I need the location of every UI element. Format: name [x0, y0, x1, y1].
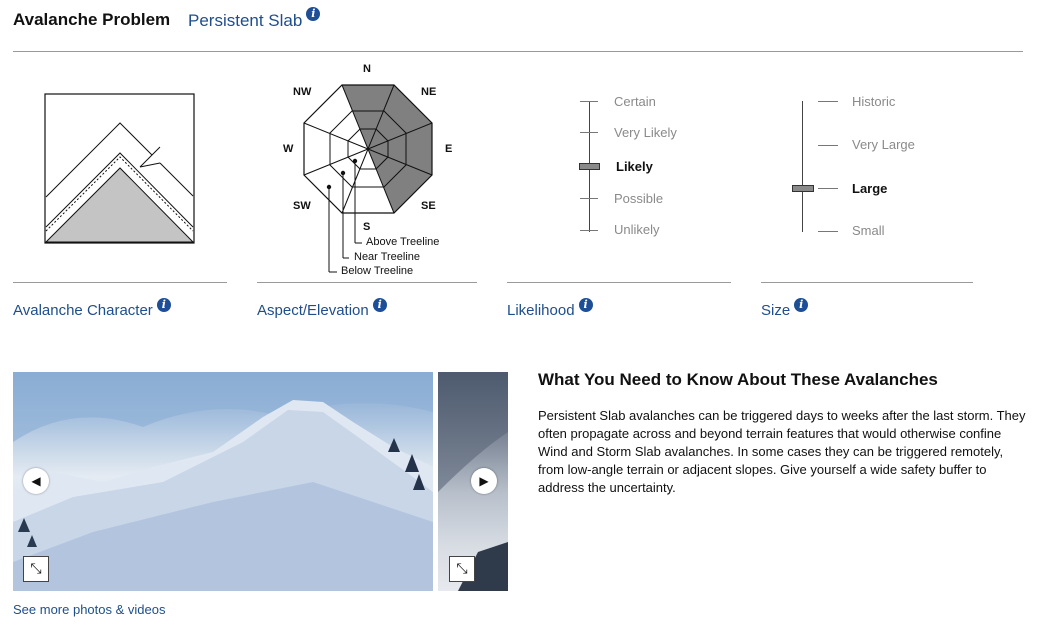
- size-tick: [818, 188, 838, 189]
- likelihood-tick: [580, 198, 598, 199]
- likelihood-divider: [507, 282, 731, 283]
- size-small: Small: [852, 223, 885, 238]
- expand-photo-button[interactable]: [449, 556, 475, 582]
- size-historic: Historic: [852, 94, 896, 109]
- aspect-divider: [257, 282, 477, 283]
- expand-photo-button[interactable]: [23, 556, 49, 582]
- avalanche-character-link[interactable]: [13, 298, 171, 319]
- info-section-body: Persistent Slab avalanches can be triggered days to weeks after the last storm. They often propagate across and beyond terrain features that would otherwise confine Wind and Storm Slab avalanches. In some cases they can be triggered remotely, from low-angle terrain or adjacent slopes. Give yourself a wide safety buffer to address the uncertainty.: [538, 408, 1026, 495]
- size-marker: [792, 185, 814, 192]
- chevron-left-icon: ◀: [31, 474, 41, 488]
- photo-scene: [13, 372, 433, 591]
- likelihood-label: Likelihood: [507, 302, 575, 319]
- compass-ne-label: NE: [421, 86, 437, 98]
- size-very-large: Very Large: [852, 137, 915, 152]
- size-link[interactable]: [761, 298, 808, 319]
- likelihood-tick: [580, 101, 598, 102]
- info-icon[interactable]: i: [157, 298, 171, 312]
- size-tick: [818, 231, 838, 232]
- see-more-photos-link[interactable]: See more photos & videos: [13, 602, 166, 617]
- likelihood-tick: [580, 132, 598, 133]
- size-large-selected: Large: [852, 181, 888, 196]
- expand-icon: ⤡: [30, 560, 42, 576]
- info-icon[interactable]: i: [579, 298, 593, 312]
- carousel-next-button[interactable]: [471, 468, 497, 494]
- compass-e-label: E: [445, 143, 453, 155]
- avalanche-character-diagram: [44, 93, 196, 245]
- compass-s-label: S: [363, 221, 371, 233]
- carousel-prev-button[interactable]: [23, 468, 49, 494]
- elevation-below-label: Below Treeline: [341, 265, 414, 277]
- size-tick: [818, 101, 838, 102]
- aspect-elevation-label: Aspect/Elevation: [257, 302, 369, 319]
- size-tick: [818, 145, 838, 146]
- elevation-near-label: Near Treeline: [354, 251, 421, 263]
- likelihood-marker: [579, 163, 600, 170]
- likelihood-unlikely: Unlikely: [614, 222, 660, 237]
- avalanche-character-label: Avalanche Character: [13, 302, 153, 319]
- problem-heading: Avalanche Problem: [13, 10, 171, 29]
- compass-sw-label: SW: [293, 200, 311, 212]
- size-scale-line: [802, 101, 803, 232]
- problem-type: [188, 7, 320, 31]
- likelihood-certain: Certain: [614, 94, 656, 109]
- header-divider: [13, 51, 1023, 52]
- compass-w-label: W: [283, 143, 294, 155]
- likelihood-very-likely: Very Likely: [614, 125, 677, 140]
- aspect-elevation-rose: [300, 81, 436, 217]
- avalanche-photo[interactable]: [13, 372, 433, 591]
- info-icon[interactable]: i: [373, 298, 387, 312]
- info-section-title: What You Need to Know About These Avalanches: [538, 370, 938, 389]
- next-photo-preview[interactable]: [438, 372, 508, 591]
- info-icon[interactable]: i: [306, 7, 320, 21]
- chevron-right-icon: ▶: [479, 474, 489, 488]
- info-icon[interactable]: i: [794, 298, 808, 312]
- likelihood-link[interactable]: [507, 298, 593, 319]
- expand-icon: ⤡: [456, 560, 468, 576]
- character-divider: [13, 282, 227, 283]
- size-label: Size: [761, 302, 791, 319]
- size-divider: [761, 282, 973, 283]
- likelihood-possible: Possible: [614, 191, 664, 206]
- likelihood-likely-selected: Likely: [616, 159, 653, 174]
- compass-n-label: N: [363, 63, 371, 75]
- compass-se-label: SE: [421, 200, 436, 212]
- elevation-above-label: Above Treeline: [366, 236, 440, 248]
- aspect-elevation-link[interactable]: [257, 298, 387, 319]
- problem-type-label: Persistent Slab: [188, 11, 303, 30]
- likelihood-tick: [580, 230, 598, 231]
- compass-nw-label: NW: [293, 86, 312, 98]
